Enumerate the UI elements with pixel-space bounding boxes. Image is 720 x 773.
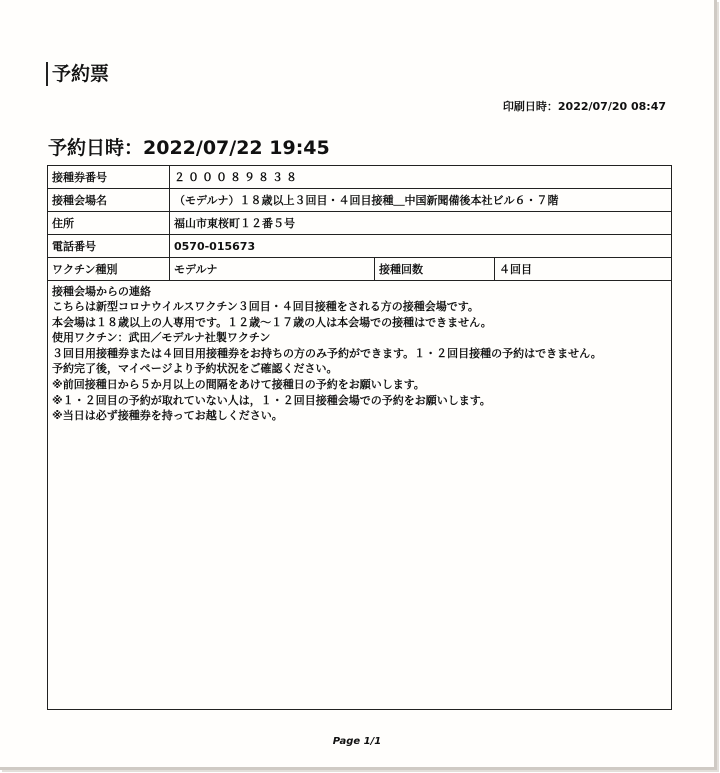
dose-value: ４回目 (499, 263, 532, 276)
page-title: 予約票 (46, 62, 109, 86)
note-line: ※当日は必ず接種券を持ってお越しください。 (52, 409, 283, 423)
table-row (48, 166, 671, 189)
note-line: 使用ワクチン：武田／モデルナ社製ワクチン (52, 331, 271, 345)
vaccine-label: ワクチン種別 (48, 258, 170, 280)
reservation-table (47, 165, 672, 710)
table-row (48, 235, 671, 258)
ticket-number-value: ２０００８９８３８ (174, 171, 300, 184)
dose-label: 接種回数 (375, 258, 495, 280)
venue-notes (48, 281, 671, 709)
note-line: ３回目用接種券または４回目用接種券をお持ちの方のみ予約ができます。１・２回目接種の予約はできません。 (52, 346, 602, 360)
printed-timestamp: 印刷日時：2022/07/20 08:47 (502, 100, 666, 113)
note-line: 予約完了後，マイページより予約状況をご確認ください。 (52, 362, 338, 376)
vaccine-value: モデルナ (170, 258, 375, 280)
table-row (48, 212, 671, 235)
table-row (48, 258, 671, 281)
notes-title: 接種会場からの連絡 (52, 285, 151, 298)
venue-label: 接種会場名 (48, 189, 170, 211)
ticket-number-label: 接種券番号 (48, 166, 170, 188)
reservation-datetime: 予約日時：2022/07/22 19:45 (48, 137, 330, 159)
note-line: こちらは新型コロナウイルスワクチン３回目・４回目接種をされる方の接種会場です。 (52, 300, 479, 313)
table-row (48, 189, 671, 212)
phone-value: 0570-015673 (174, 239, 256, 253)
phone-label: 電話番号 (48, 235, 170, 257)
address-label: 住所 (48, 212, 170, 234)
note-line: ※前回接種日から５か月以上の間隔をあけて接種日の予約をお願いします。 (52, 377, 425, 391)
address-value: 福山市東桜町１２番５号 (174, 217, 295, 230)
note-line: 本会場は１８歳以上の人専用です。１２歳～１７歳の人は本会場での接種はできません。 (52, 315, 492, 329)
note-line: ※１・２回目の予約が取れていない人は，１・２回目接種会場での予約をお願いします。 (52, 393, 491, 407)
venue-value: （モデルナ）１８歳以上３回目・４回目接種＿中国新聞備後本社ビル６・７階 (174, 194, 559, 207)
page-number: Page 1/1 (332, 736, 382, 747)
